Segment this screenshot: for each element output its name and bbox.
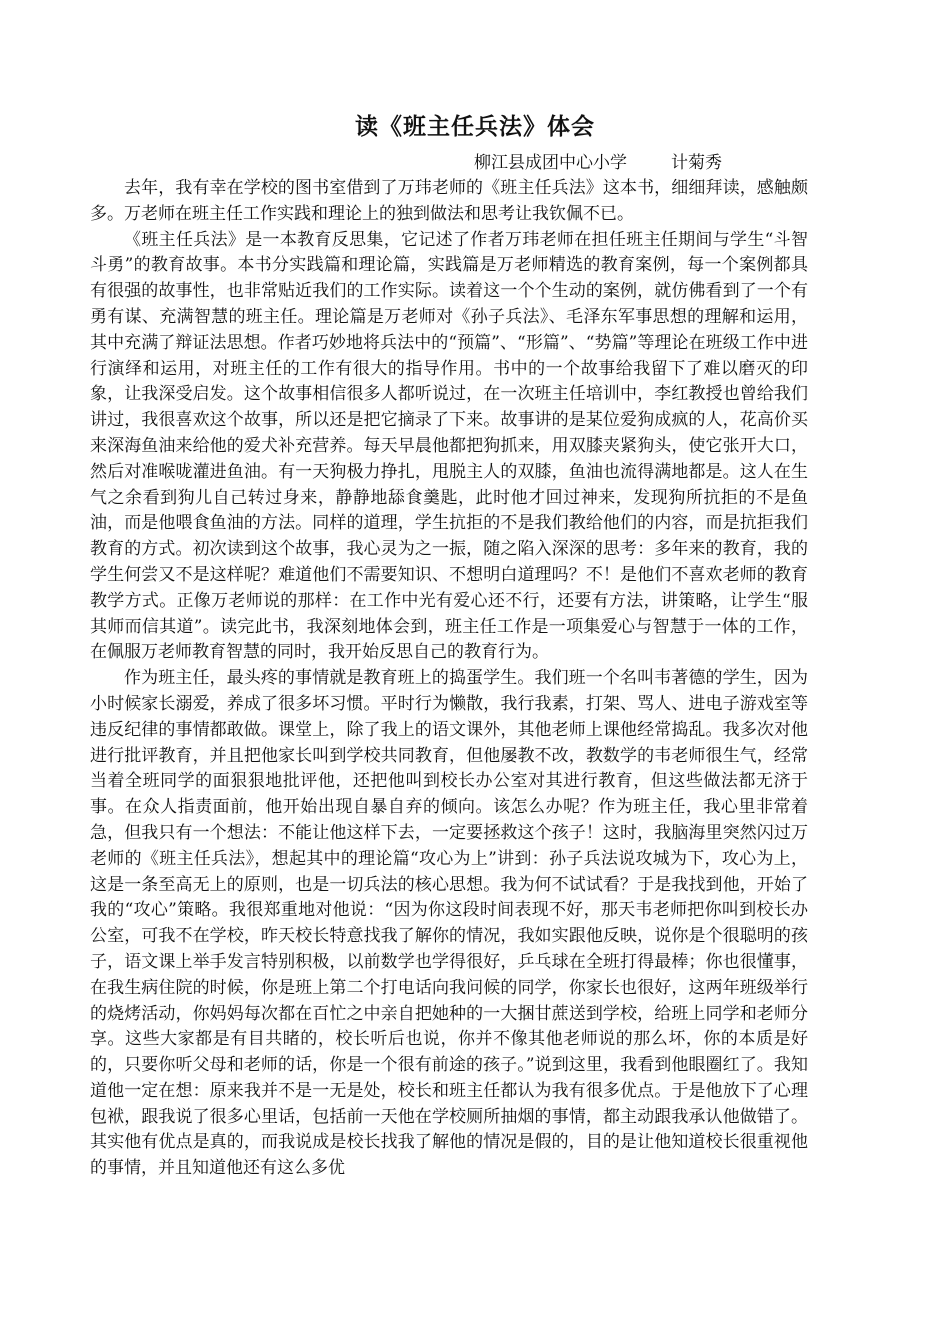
document-body (90, 176, 808, 1182)
paragraph: 《班主任兵法》是一本教育反思集，它记述了作者万玮老师在担任班主任期间与学生“斗智斗勇”的教育故事。本书分实践篇和理论篇，实践篇是万老师精选的教育案例，每一个案例都具有很强的故事性，也非常贴近我们的工作实际。读着这一个个生动的案例，就仿佛看到了一个有勇有谋、充满智慧的班主任。理论篇是万老师对《孙子兵法》、毛泽东军事思想的理解和运用，其中充满了辩证法思想。作者巧妙地将兵法中的“预篇”、“形篇”、“势篇”等理论在班级工作中进行演绎和运用，对班主任的工作有很大的指导作用。书中的一个故事给我留下了难以磨灭的印象，让我深受启发。这个故事相信很多人都听说过，在一次班主任培训中，李红教授也曾给我们讲过，我很喜欢这个故事，所以还是把它摘录了下来。故事讲的是某位爱狗成疯的人，花高价买来深海鱼油来给他的爱犬补充营养。每天早晨他都把狗抓来，用双膝夹紧狗头，使它张开大口，然后对准喉咙灌进鱼油。有一天狗极力挣扎，甩脱主人的双膝，鱼油也流得满地都是。这人在生气之余看到狗儿自己转过身来，静静地舔食羹匙，此时他才回过神来，发现狗所抗拒的不是鱼油，而是他喂食鱼油的方法。同样的道理，学生抗拒的不是我们教给他们的内容，而是抗拒我们教育的方式。初次读到这个故事，我心灵为之一振，随之陷入深深的思考：多年来的教育，我的学生何尝又不是这样呢？难道他们不需要知识、不想明白道理吗？不！是他们不喜欢老师的教育教学方式。正像万老师说的那样：在工作中光有爱心还不行，还要有方法，讲策略，让学生“服其师而信其道”。读完此书，我深刻地体会到，班主任工作是一项集爱心与智慧于一体的工作，在佩服万老师教育智慧的同时，我开始反思自己的教育行为。 (90, 229, 808, 663)
paragraph: 作为班主任，最头疼的事情就是教育班上的捣蛋学生。我们班一个名叫韦著德的学生，因为小时候家长溺爱，养成了很多坏习惯。平时行为懒散，我行我素，打架、骂人、进电子游戏室等违反纪律的事情都敢做。课堂上，除了我上的语文课外，其他老师上课他经常捣乱。我多次对他进行批评教育，并且把他家长叫到学校共同教育，但他屡教不改，教数学的韦老师很生气，经常当着全班同学的面狠狠地批评他，还把他叫到校长办公室对其进行教育，但这些做法都无济于事。在众人指责面前，他开始出现自暴自弃的倾向。该怎么办呢？作为班主任，我心里非常着急，但我只有一个想法：不能让他这样下去，一定要拯救这个孩子！这时，我脑海里突然闪过万老师的《班主任兵法》，想起其中的理论篇“攻心为上”讲到：孙子兵法说攻城为下，攻心为上，这是一条至高无上的原则，也是一切兵法的核心思想。我为何不试试看？于是我找到他，开始了我的“攻心”策略。我很郑重地对他说：“因为你这段时间表现不好，那天韦老师把你叫到校长办公室，可我不在学校，昨天校长特意找我了解你的情况，我如实跟他反映，说你是个很聪明的孩子，语文课上举手发言特别积极，以前数学也学得很好，乒乓球在全班打得最棒；你也很懂事，在我生病住院的时候，你是班上第二个打电话向我问候的同学，你家长也很好，这两年班级举行的烧烤活动，你妈妈每次都在百忙之中亲自把她种的一大捆甘蔗送到学校，给班上同学和老师分享。这些大家都是有目共睹的，校长听后也说，你并不像其他老师说的那么坏，你的本质是好的，只要你听父母和老师的话，你是一个很有前途的孩子。”说到这里，我看到他眼圈红了。我知道他一定在想：原来我并不是一无是处，校长和班主任都认为我有很多优点。于是他放下了心理包袱，跟我说了很多心里话，包括前一天他在学校厕所抽烟的事情，都主动跟我承认他做错了。其实他有优点是真的，而我说成是校长找我了解他的情况是假的，目的是让他知道校长很重视他的事情，并且知道他还有这么多优 (90, 668, 808, 1179)
byline (474, 151, 722, 175)
document-title: 读《班主任兵法》体会 (355, 114, 595, 140)
author-name: 计菊秀 (671, 153, 722, 173)
school-name: 柳江县成团中心小学 (474, 153, 627, 173)
paragraph: 去年，我有幸在学校的图书室借到了万玮老师的《班主任兵法》这本书，细细拜读，感触颇多。万老师在班主任工作实践和理论上的独到做法和思考让我钦佩不已。 (90, 178, 808, 224)
